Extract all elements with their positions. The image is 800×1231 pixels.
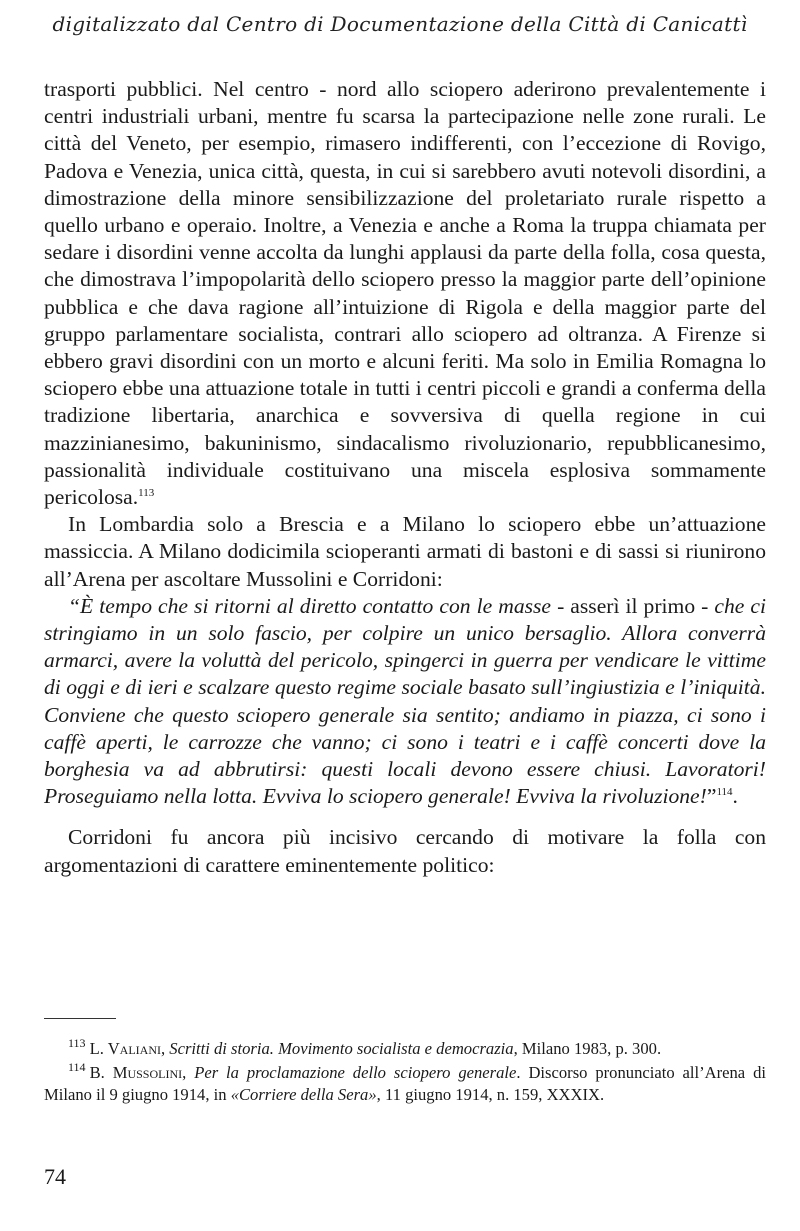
footnote-source: «Corriere della Sera» xyxy=(230,1085,377,1104)
footnote-title: Scritti di storia. Movimento socialista e democrazia xyxy=(169,1039,514,1058)
digitization-watermark: digitalizzato dal Centro di Documentazione della Città di Canicattì xyxy=(52,12,748,36)
footnote-number: 113 xyxy=(68,1036,86,1051)
quote-close-mark: ” xyxy=(706,784,717,809)
main-text xyxy=(44,76,766,879)
quote-part-1: “È tempo che si ritorni al diretto contatto con le masse xyxy=(68,593,552,618)
footnote-114: $^{114}$ B. Mussolini, Per la proclamazione dello sciopero generale. Discorso pronunciato all’Arena di Milano il 9 giugno 1914, in «Corriere della Sera», 11 giugno 1914, n. 159, XXXIX. xyxy=(44,1060,766,1104)
footnote-title: Per la proclamazione dello sciopero generale xyxy=(194,1063,517,1082)
footnote-middle: . Discorso pronunciato all’Arena di Milano il 9 giugno 1914, in xyxy=(44,1063,766,1104)
quote-part-2: - che ci stringiamo in un solo fascio, per colpire un unico bersaglio. Allora converrà armarci, avere la voluttà del pericolo, spingerci in guerra per vendicare le vittime di oggi e di ieri e scalzare questo regime sociale basato sull’ingiustizia e l’iniquità. Conviene che questo sciopero generale sia sentito; andiamo in piazza, ci sono i caffè aperti, le carrozze che vanno; ci sono i teatri e i caffè concerti dove la borghesia va ad abbrutirsi: questi locali devono essere chiusi. Lavoratori! Proseguiamo nella lotta. Evviva lo sciopero generale! Evviva la rivoluzione! xyxy=(44,593,766,809)
footnote-separator xyxy=(44,1018,116,1019)
page-number: 74 xyxy=(44,1164,66,1189)
mussolini-quote xyxy=(44,593,766,811)
paragraph-2: In Lombardia solo a Brescia e a Milano lo sciopero ebbe un’attuazione massiccia. A Milano dodicimila scioperanti armati di bastoni e di sassi si riunirono all’Arena per ascoltare Mussolini e Corridoni: xyxy=(44,512,766,591)
paragraph-1 xyxy=(44,76,766,511)
footnote-author: L. Valiani xyxy=(89,1039,161,1058)
paragraph-3: Corridoni fu ancora più incisivo cercando di motivare la folla con argomentazioni di carattere eminentemente politico: xyxy=(44,825,766,877)
footnote-ref-113: 113 xyxy=(138,486,155,499)
footnotes xyxy=(44,1038,766,1108)
footnote-rest: , 11 giugno 1914, n. 159, XXXIX. xyxy=(376,1085,605,1104)
paragraph-1-text: trasporti pubblici. Nel centro - nord allo sciopero aderirono prevalentemente i centri industriali urbani, mentre fu scarsa la partecipazione nelle zone rurali. Le città del Veneto, per esempio, rimasero indifferenti, con l’eccezione di Rovigo, Padova e Venezia, unica città, questa, in cui si sarebbero avuti notevoli disordini, a dimostrazione della minore sensibilizzazione del proletariato rurale rispetto a quello urbano e operaio. Inoltre, a Venezia e anche a Roma la truppa chiamata per sedare i disordini venne accolta da lunghi applausi da parte della folla, cosa questa, che dimostrava l’impopolarità dello sciopero presso la maggior parte dell’opinione pubblica e che dava ragione all’intuizione di Rigola e della maggior parte del gruppo parlamentare socialista, contrari allo sciopero ad oltranza. A Firenze si ebbero gravi disordini con un morto e alcuni feriti. Ma solo in Emilia Romagna lo sciopero ebbe una attuazione totale in tutti i centri piccoli e grandi a conferma della tradizione libertaria, anarchica e sovversiva di quella regione in cui mazzinianesimo, bakuninismo, sindacalismo rivoluzionario, repubblicanesimo, passionalità individuale costituivano una miscela esplosiva sommamente pericolosa. xyxy=(44,77,766,510)
footnote-rest: , Milano 1983, p. 300. xyxy=(513,1039,662,1058)
quote-attribution: - asserì il primo xyxy=(551,593,702,618)
footnote-113: $^{113}$ L. Valiani, Scritti di storia. Movimento socialista e democrazia, Milano 1983, p. 300. xyxy=(68,1036,662,1058)
footnote-author: B. Mussolini xyxy=(89,1063,183,1082)
quote-end-period: . xyxy=(732,784,738,809)
footnote-ref-114: 114 xyxy=(716,786,733,799)
footnote-number: 114 xyxy=(68,1060,86,1075)
